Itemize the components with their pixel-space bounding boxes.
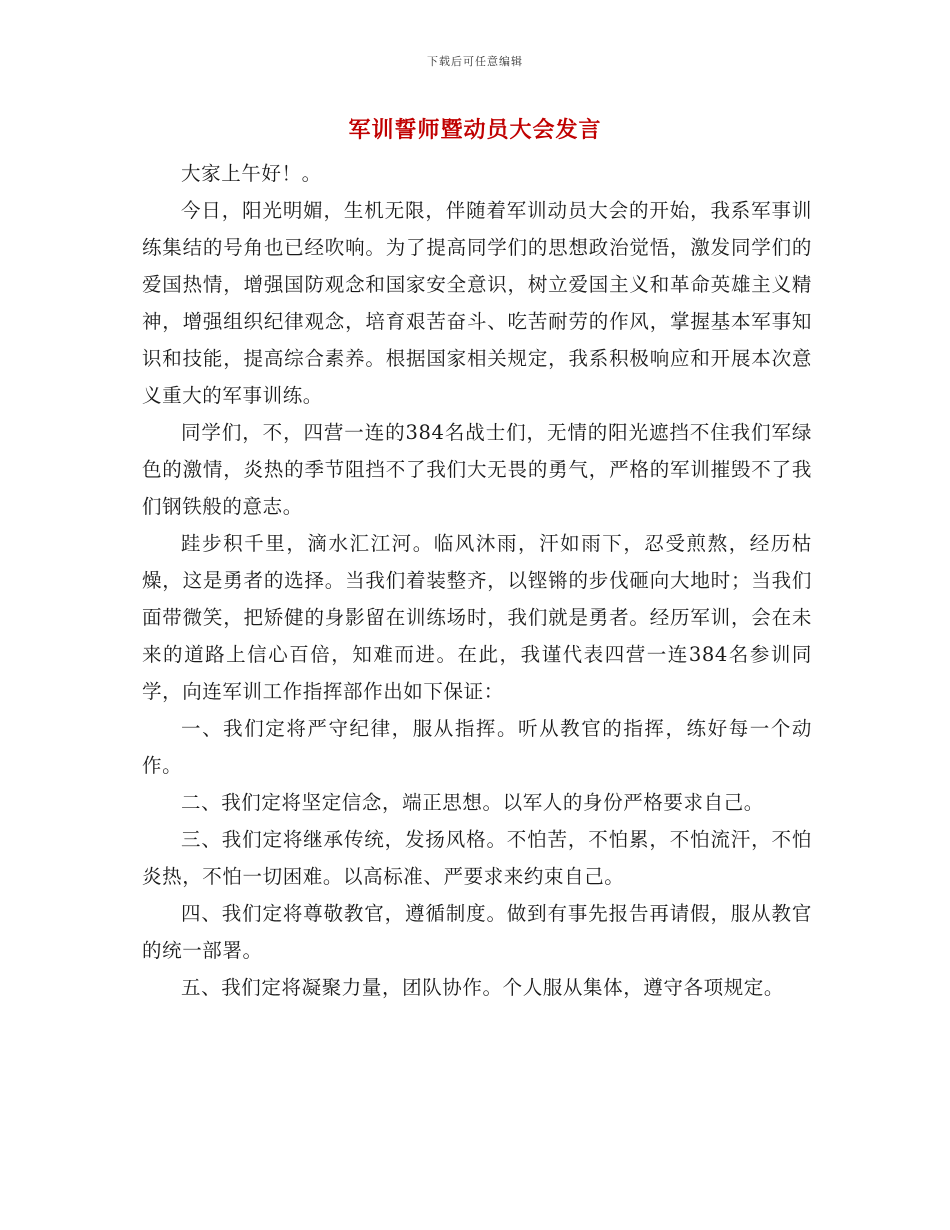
header-note: 下载后可任意编辑 <box>427 55 523 68</box>
pledge-item-4: 四、我们定将尊敬教官，遵循制度。做到有事先报告再请假，服从教官的统一部署。 <box>142 902 812 962</box>
pledge-item-5: 五、我们定将凝聚力量，团队协作。个人服从集体，遵守各项规定。 <box>181 976 785 999</box>
paragraph-pledge-intro: 跬步积千里，滴水汇江河。临风沐雨，汗如雨下，忍受煎熬，经历枯燥，这是勇者的选择。当我们着装整齐，以铿锵的步伐砸向大地时；当我们面带微笑，把矫健的身影留在训练场时，我们就是勇者。经历军训，会在未来的道路上信心百倍，知难而进。在此，我谨代表四营一连384名参训同学，向连军训工作指挥部作出如下保证： <box>142 532 812 703</box>
document-title: 军训誓师暨动员大会发言 <box>348 118 602 143</box>
document-body <box>142 155 812 1006</box>
pledge-item-3: 三、我们定将继承传统，发扬风格。不怕苦，不怕累，不怕流汗，不怕炎热，不怕一切困难。以高标准、严要求来约束自己。 <box>142 828 812 888</box>
pledge-item-2: 二、我们定将坚定信念，端正思想。以军人的身份严格要求自己。 <box>181 791 764 814</box>
paragraph-intro: 今日，阳光明媚，生机无限，伴随着军训动员大会的开始，我系军事训练集结的号角也已经吹响。为了提高同学们的思想政治觉悟，激发同学们的爱国热情，增强国防观念和国家安全意识，树立爱国主义和革命英雄主义精神，增强组织纪律观念，培育艰苦奋斗、吃苦耐劳的作风，掌握基本军事知识和技能，提高综合素养。根据国家相关规定，我系积极响应和开展本次意义重大的军事训练。 <box>142 199 812 407</box>
paragraph-students: 同学们，不，四营一连的384名战士们，无情的阳光遮挡不住我们军绿色的激情，炎热的季节阻挡不了我们大无畏的勇气，严格的军训摧毁不了我们钢铁般的意志。 <box>142 421 812 518</box>
pledge-item-1: 一、我们定将严守纪律，服从指挥。听从教官的指挥，练好每一个动作。 <box>142 717 812 777</box>
paragraph-greeting: 大家上午好！。 <box>181 162 322 185</box>
